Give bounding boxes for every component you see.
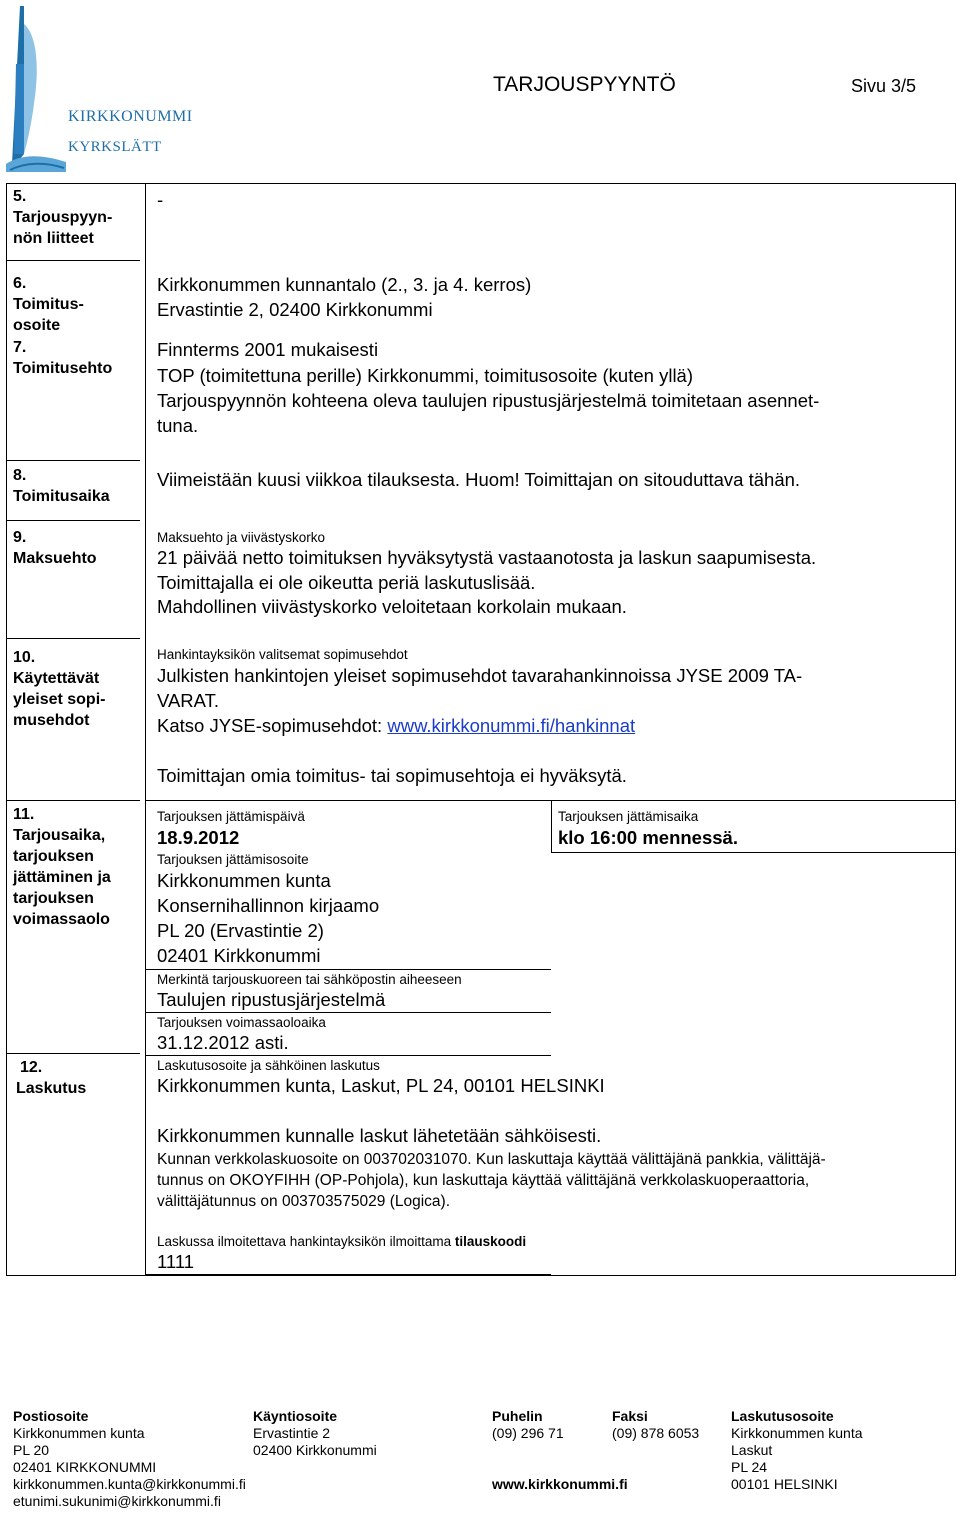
divider <box>551 852 956 853</box>
envelope-mark-caption: Merkintä tarjouskuoreen tai sähköpostin aiheeseen <box>157 972 462 987</box>
divider <box>145 1274 551 1275</box>
divider <box>7 460 140 461</box>
submission-address-caption: Tarjouksen jättämisosoite <box>157 852 309 867</box>
section-9-line2: Toimittajalla ei ole oikeutta periä laskutuslisää. <box>157 572 536 593</box>
section-10-label: 10. Käytettävät yleiset sopi- musehdot <box>13 649 106 729</box>
section-7-label: 7. Toimitusehto <box>13 339 113 377</box>
footer-personal-email[interactable]: etunimi.sukunimi@kirkkonummi.fi <box>13 1493 221 1509</box>
section-8-value: Viimeistään kuusi viikkoa tilauksesta. Huom! Toimittajan on sitouduttava tähän. <box>157 469 801 490</box>
section-9-line1: 21 päivää netto toimituksen hyväksytystä vastaanotosta ja laskun saapumisesta. <box>157 547 817 568</box>
submission-time: klo 16:00 mennessä. <box>558 827 738 848</box>
order-code-caption: Laskussa ilmoitettava hankintayksikön ilmoittama tilauskoodi <box>157 1234 527 1249</box>
footer-email[interactable]: kirkkonummen.kunta@kirkkonummi.fi <box>13 1476 246 1492</box>
billing-info-line3: välittäjätunnus on 003703575029 (Logica). <box>157 1193 451 1210</box>
submission-address-line2: Konsernihallinnon kirjaamo <box>157 895 380 916</box>
submission-address-line3: PL 20 (Ervastintie 2) <box>157 920 324 941</box>
section-9-caption: Maksuehto ja viivästyskorko <box>157 530 326 545</box>
section-5-value: - <box>157 189 164 210</box>
document-title: TARJOUSPYYNTÖ <box>493 73 676 96</box>
submission-address-line1: Kirkkonummen kunta <box>157 870 331 891</box>
billing-info-line2: tunnus on OKOYFIHH (OP-Pohjola), kun laskuttaja käyttää välittäjänä verkkolaskuoperaattoria, <box>157 1172 810 1189</box>
order-code: 1111 <box>157 1251 195 1272</box>
logo-line1: KIRKKONUMMI <box>68 108 193 125</box>
section-10-caption: Hankintayksikön valitsemat sopimusehdot <box>157 647 408 662</box>
section-10-line4: Toimittajan omia toimitus- tai sopimusehtoja ei hyväksytä. <box>157 765 627 786</box>
billing-info-line1: Kunnan verkkolaskuosoite on 003702031070. Kun laskuttaja käyttää välittäjänä pankkia, välittäjä- <box>157 1151 826 1168</box>
billing-address: Kirkkonummen kunta, Laskut, PL 24, 00101 HELSINKI <box>157 1075 605 1096</box>
section-9-label: 9. Maksuehto <box>13 529 97 567</box>
logo-line2: KYRKSLÄTT <box>68 139 162 155</box>
section-7-line4: tuna. <box>157 415 199 436</box>
divider <box>145 1012 551 1013</box>
submission-address-line4: 02401 Kirkkonummi <box>157 945 321 966</box>
validity-caption: Tarjouksen voimassaoloaika <box>157 1015 326 1030</box>
content-table <box>6 183 956 1276</box>
divider <box>145 969 551 970</box>
section-10-line1: Julkisten hankintojen yleiset sopimusehdot tavarahankinnoissa JYSE 2009 TA- <box>157 665 803 686</box>
divider <box>7 1053 140 1054</box>
lighthouse-icon <box>6 4 66 172</box>
submission-time-caption: Tarjouksen jättämisaika <box>558 809 699 824</box>
footer-billing: Laskutusosoite Kirkkonummen kunta Laskut PL 24 00101 HELSINKI <box>731 1408 863 1492</box>
section-6-line2: Ervastintie 2, 02400 Kirkkonummi <box>157 299 433 320</box>
page-number: Sivu 3/5 <box>851 76 917 96</box>
column-divider <box>145 184 146 1275</box>
section-9-line3: Mahdollinen viivästyskorko veloitetaan korkolain mukaan. <box>157 596 627 617</box>
footer-postal: Postiosoite Kirkkonummen kunta PL 20 02401 KIRKKONUMMI kirkkonummen.kunta@kirkkonummi.fi etunimi.sukunimi@kirkkonummi.fi <box>13 1408 246 1509</box>
hankinnat-link[interactable]: www.kirkkonummi.fi/hankinnat <box>387 715 636 736</box>
envelope-mark: Taulujen ripustusjärjestelmä <box>157 989 386 1010</box>
section-10-line3: Katso JYSE-sopimusehdot: www.kirkkonummi.fi/hankinnat <box>157 715 636 736</box>
divider <box>7 638 140 639</box>
section-6-line1: Kirkkonummen kunnantalo (2., 3. ja 4. kerros) <box>157 274 532 295</box>
divider <box>145 1055 551 1056</box>
divider <box>7 800 140 801</box>
section-11-label: 11. Tarjousaika, tarjouksen jättäminen ja tarjouksen voimassaolo <box>13 806 111 928</box>
billing-electronic: Kirkkonummen kunnalle laskut lähetetään sähköisesti. <box>157 1125 602 1146</box>
submission-date: 18.9.2012 <box>157 827 240 848</box>
section-6-label: 6. Toimitus- osoite <box>13 275 84 334</box>
divider <box>7 520 140 521</box>
footer-visit: Käyntiosoite Ervastintie 2 02400 Kirkkonummi <box>253 1408 377 1458</box>
section-10-line2: VARAT. <box>157 690 220 711</box>
footer-website[interactable]: www.kirkkonummi.fi <box>492 1476 628 1492</box>
footer-phone: Puhelin (09) 296 71 www.kirkkonummi.fi <box>492 1408 628 1492</box>
section-7-line3: Tarjouspyynnön kohteena oleva taulujen ripustusjärjestelmä toimitetaan asennet- <box>157 390 820 411</box>
validity-date: 31.12.2012 asti. <box>157 1032 289 1053</box>
submission-date-caption: Tarjouksen jättämispäivä <box>157 809 305 824</box>
billing-caption: Laskutusosoite ja sähköinen laskutus <box>157 1058 380 1073</box>
section-7-line1: Finnterms 2001 mukaisesti <box>157 339 379 360</box>
divider <box>7 260 140 261</box>
section-7-line2: TOP (toimitettuna perille) Kirkkonummi, toimitusosoite (kuten yllä) <box>157 365 694 386</box>
section-5-label: 5. Tarjouspyyn- nön liitteet <box>13 188 113 247</box>
footer-fax: Faksi (09) 878 6053 <box>612 1408 700 1441</box>
divider <box>551 800 552 852</box>
section-8-label: 8. Toimitusaika <box>13 467 110 505</box>
section-12-label: 12. Laskutus <box>16 1059 87 1097</box>
kirkkonummi-logo <box>6 4 193 172</box>
